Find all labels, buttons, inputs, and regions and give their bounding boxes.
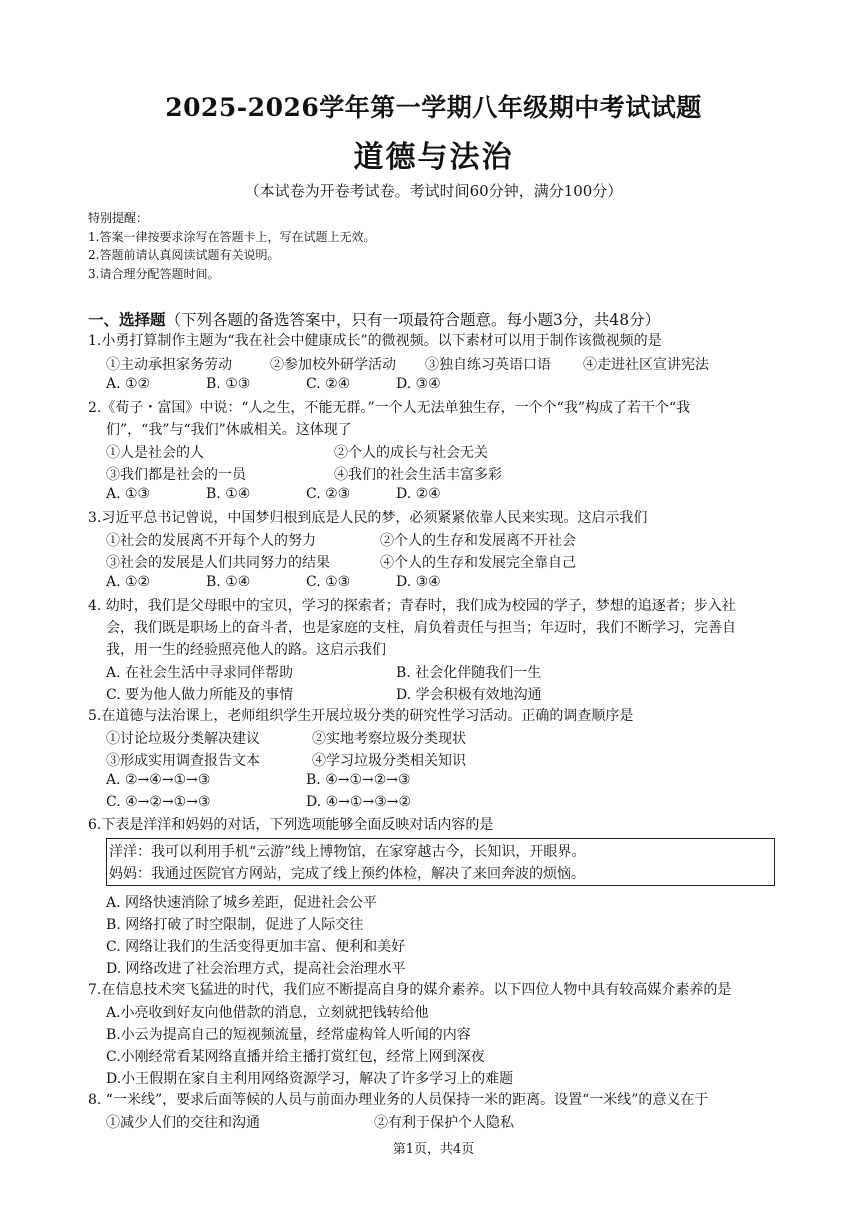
q2-stem-line-1: 2.《荀子・富国》中说：“人之生，不能无群。”一个人无法单独生存，一个个“我”构成了若干个“我 <box>88 400 691 416</box>
q2-option-a: A. ①③ <box>106 486 151 502</box>
q8-statement-2: ②有利于保护个人隐私 <box>374 1115 514 1131</box>
q1-statement-2: ②参加校外研学活动 <box>270 357 396 373</box>
q3-option-b: B. ①④ <box>206 574 251 590</box>
q1-option-a: A. ①② <box>106 376 151 392</box>
q3-stem: 3.习近平总书记曾说，中国梦归根到底是人民的梦，必须紧紧依靠人民来实现。这启示我们 <box>88 510 648 526</box>
q1-option-d: D. ③④ <box>396 376 441 392</box>
q3-statement-3: ③社会的发展是人们共同努力的结果 <box>106 555 330 571</box>
page-footer: 第1页，共4页 <box>392 1142 475 1157</box>
reminder-item: 3.请合理分配答题时间。 <box>88 266 220 281</box>
q1-stem: 1.小勇打算制作主题为“我在社会中健康成长”的微视频。以下素材可以用于制作该微视频的是 <box>88 333 662 349</box>
q5-option-c: C. ④→②→①→③ <box>106 794 211 810</box>
section-heading <box>88 308 660 330</box>
q3-option-c: C. ①③ <box>306 574 351 590</box>
reminders-heading: 特别提醒： <box>88 211 149 225</box>
q7-stem: 7.在信息技术突飞猛进的时代，我们应不断提高自身的媒介素养。以下四位人物中具有较高媒介素养的是 <box>88 982 732 998</box>
q5-option-d: D. ④→①→③→② <box>306 794 412 810</box>
q1-option-c: C. ②④ <box>306 376 351 392</box>
q4-option-a: A. 在社会生活中寻求同伴帮助 <box>106 665 294 681</box>
q7-option-a: A.小亮收到好友向他借款的消息，立刻就把钱转给他 <box>106 1005 429 1021</box>
q1-option-b: B. ①③ <box>206 376 251 392</box>
reminders <box>88 209 375 283</box>
q3-statement-2: ②个人的生存和发展离不开社会 <box>380 533 576 549</box>
q6-dialog-box <box>106 838 775 886</box>
q5-stem: 5.在道德与法治课上，老师组织学生开展垃圾分类的研究性学习活动。正确的调查顺序是 <box>88 708 634 724</box>
q5-statement-2: ②实地考察垃圾分类现状 <box>312 731 466 747</box>
q8-stem: 8. “一米线”，要求后面等候的人员与前面办理业务的人员保持一米的距离。设置“一米线”的意义在于 <box>88 1092 709 1108</box>
section-label: 一、选择题 <box>88 311 166 329</box>
q6-option-b: B. 网络打破了时空限制，促进了人际交往 <box>106 917 364 933</box>
q4-option-b: B. 社会化伴随我们一生 <box>396 665 542 681</box>
q3-option-a: A. ①② <box>106 574 151 590</box>
q2-statement-1: ①人是社会的人 <box>106 445 204 461</box>
q2-stem-line-2: 们”，“我”与“我们”休戚相关。这体现了 <box>106 422 352 438</box>
q5-statement-4: ④学习垃圾分类相关知识 <box>312 753 466 769</box>
q4-option-c: C. 要为他人做力所能及的事情 <box>106 687 294 703</box>
q8-statement-1: ①减少人们的交往和沟通 <box>106 1115 260 1131</box>
q6-option-d: D. 网络改进了社会治理方式，提高社会治理水平 <box>106 961 406 977</box>
reminder-item: 1.答案一律按要求涂写在答题卡上，写在试题上无效。 <box>88 229 376 244</box>
q7-option-b: B.小云为提高自己的短视频流量，经常虚构耸人听闻的内容 <box>106 1027 471 1043</box>
q3-option-d: D. ③④ <box>396 574 441 590</box>
q2-statement-3: ③我们都是社会的一员 <box>106 467 246 483</box>
exam-note: （本试卷为开卷考试卷。考试时间60分钟，满分100分） <box>244 182 623 200</box>
q6-dialog-line-1: 洋洋：我可以利用手机“云游”线上博物馆，在家穿越古今，长知识，开眼界。 <box>109 844 586 860</box>
q2-statement-2: ②个人的成长与社会无关 <box>334 445 488 461</box>
q3-statement-4: ④个人的生存和发展完全靠自己 <box>380 555 576 571</box>
q7-option-d: D.小王假期在家自主利用网络资源学习，解决了许多学习上的难题 <box>106 1071 514 1087</box>
q2-option-b: B. ①④ <box>206 486 251 502</box>
q2-option-d: D. ②④ <box>396 486 441 502</box>
exam-title: 2025-2026学年第一学期八年级期中考试试题 <box>165 93 702 122</box>
q3-statement-1: ①社会的发展离不开每个人的努力 <box>106 533 316 549</box>
q6-stem: 6.下表是洋洋和妈妈的对话，下列选项能够全面反映对话内容的是 <box>88 817 494 833</box>
subject-title: 道德与法治 <box>353 140 514 175</box>
q4-stem-line-3: 我，用一生的经验照亮他人的路。这启示我们 <box>106 642 386 658</box>
q4-stem-line-2: 会，我们既是职场上的奋斗者，也是家庭的支柱，肩负着责任与担当；年迈时，我们不断学习，完善自 <box>106 620 736 636</box>
q6-option-c: C. 网络让我们的生活变得更加丰富、便利和美好 <box>106 939 406 955</box>
q1-statement-1: ①主动承担家务劳动 <box>106 357 232 373</box>
q5-statement-1: ①讨论垃圾分类解决建议 <box>106 731 260 747</box>
q4-stem-line-1: 4. 幼时，我们是父母眼中的宝贝，学习的探索者；青春时，我们成为校园的学子，梦想的追逐者；步入社 <box>88 598 736 614</box>
q1-statement-3: ③独自练习英语口语 <box>425 357 551 373</box>
q7-option-c: C.小刚经常看某网络直播并给主播打赏红包，经常上网到深夜 <box>106 1049 485 1065</box>
q2-option-c: C. ②③ <box>306 486 351 502</box>
q6-dialog-line-2: 妈妈：我通过医院官方网站，完成了线上预约体检，解决了来回奔波的烦恼。 <box>109 866 585 882</box>
section-instruction: （下列各题的备选答案中，只有一项最符合题意。每小题3分，共48分） <box>165 311 661 329</box>
q5-option-a: A. ②→④→①→③ <box>106 772 211 788</box>
reminder-item: 2.答题前请认真阅读试题有关说明。 <box>88 248 280 262</box>
q1-statement-4: ④走进社区宣讲宪法 <box>583 357 709 373</box>
q4-option-d: D. 学会积极有效地沟通 <box>396 687 542 703</box>
q5-statement-3: ③形成实用调查报告文本 <box>106 753 260 769</box>
q5-option-b: B. ④→①→②→③ <box>306 772 411 788</box>
q6-option-a: A. 网络快速消除了城乡差距，促进社会公平 <box>106 895 378 911</box>
q2-statement-4: ④我们的社会生活丰富多彩 <box>334 467 502 483</box>
